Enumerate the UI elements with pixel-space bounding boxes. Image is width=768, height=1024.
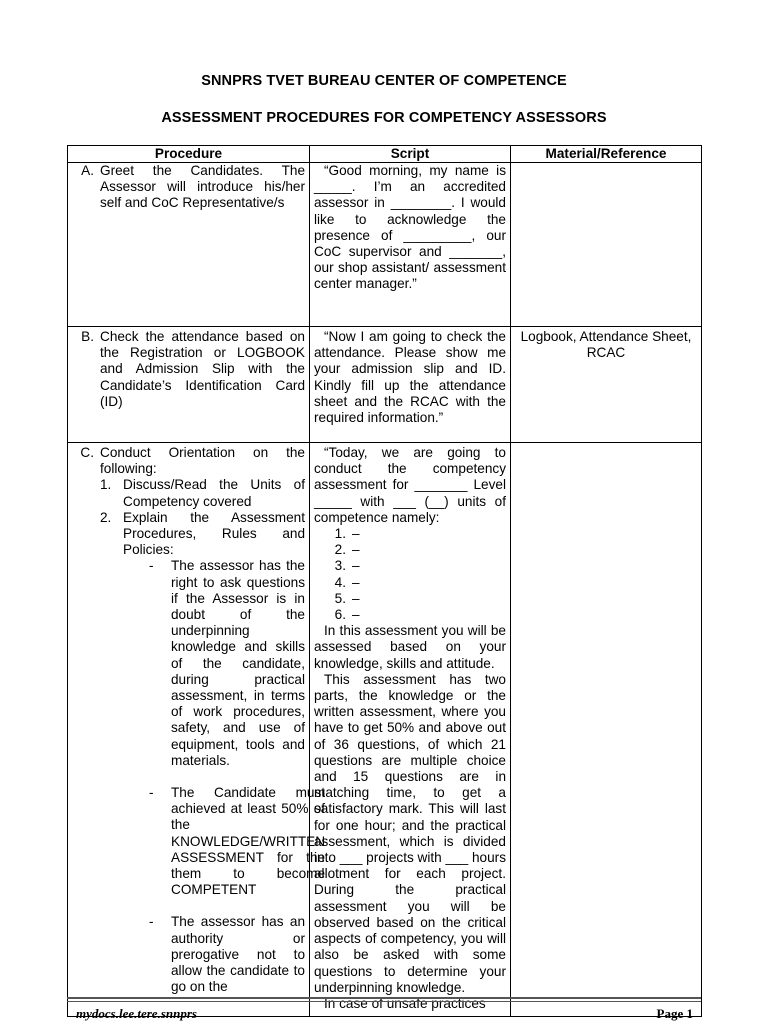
row-label-b: B. <box>81 329 94 344</box>
footer-source: mydocs.lee.tere.snnprs <box>76 1006 197 1021</box>
script-list-number: 5. <box>334 590 346 606</box>
sub-item-label-2: 2. <box>100 509 112 525</box>
procedure-text-a: Greet the Candidates. The Assessor will introduce his/her self and CoC Representative/s <box>100 163 305 211</box>
material-cell-a <box>511 163 702 327</box>
script-list-number: 3. <box>334 558 346 574</box>
column-header-procedure: Procedure <box>68 146 310 163</box>
material-cell-c <box>511 443 702 1017</box>
script-paragraph-3: This assessment has two parts, the knowledge or the written assessment, where you have to get 50% and above out of 36 questions, of which 21 questions are multiple choice and 15 questions are in matching time, to get a satisfactory mark. This will last for one hour; and the practical assessment, which is divided into ___ projects with ___ hours allotment for each project. During the practical assessment you will be observed based on the critical aspects of competency, you will also be asked with some questions to determine your underpinning knowledge. <box>314 671 506 995</box>
dash-bullet: - <box>149 785 154 801</box>
procedure-cell-a <box>68 163 310 327</box>
script-paragraph-4: In case of unsafe practices <box>324 995 486 1011</box>
dash-item-text-3: The assessor has an authority or prerogative not to allow the candidate to go on the <box>171 914 305 995</box>
script-list-number: 4. <box>334 574 346 590</box>
script-cell-b <box>310 327 511 443</box>
row-label-a: A. <box>81 163 94 178</box>
dash-bullet: - <box>149 558 154 574</box>
column-header-script: Script <box>310 146 511 163</box>
material-text-b: Logbook, Attendance Sheet, RCAC <box>520 329 692 361</box>
script-paragraph-2: In this assessment you will be assessed based on your knowledge, skills and attitude. <box>314 623 506 671</box>
script-list-item: – <box>352 542 360 558</box>
script-intro-c: “Today, we are going to conduct the competency assessment for _______ Level _____ with ___ (__) units of competence namely: <box>314 445 506 525</box>
dash-item-text-1: The assessor has the right to ask questions if the Assessor is in doubt of the underpinning knowledge and skills of the candidate, during practical assessment, in terms of work procedures, safety, and use of equipment, tools and materials. <box>171 558 305 768</box>
script-list-item: – <box>352 526 360 542</box>
script-text-a: “Good morning, my name is _____. I’m an accredited assessor in ________. I would like to acknowledge the presence of _________, our CoC supervisor and _______, our shop assistant/ assessment center manager.” <box>314 163 506 292</box>
procedure-cell-c <box>68 443 326 1017</box>
document-title: SNNPRS TVET BUREAU CENTER OF COMPETENCE <box>201 73 567 89</box>
dash-item-text-2: The Candidate must achieved at least 50% of the KNOWLEDGE/WRITTEN ASSESSMENT for the them to become COMPETENT <box>171 785 326 898</box>
procedures-table <box>67 145 702 1017</box>
procedure-text-c: Conduct Orientation on the following: <box>100 445 305 477</box>
script-list-item: – <box>352 574 360 590</box>
script-text-b: “Now I am going to check the attendance. Please show me your admission slip and ID. Kindly fill up the attendance sheet and the RCAC with the required information.” <box>314 329 506 426</box>
document-subtitle: ASSESSMENT PROCEDURES FOR COMPETENCY ASSESSORS <box>161 110 607 126</box>
script-cell-a <box>310 163 511 327</box>
procedure-cell-b <box>68 327 310 443</box>
procedure-text-b: Check the attendance based on the Registration or LOGBOOK and Admission Slip with the Candidate’s Identification Card (ID) <box>100 329 305 409</box>
dash-bullet: - <box>149 914 154 930</box>
row-label-c: C. <box>80 445 94 460</box>
sub-item-text-1: Discuss/Read the Units of Competency covered <box>123 477 305 509</box>
script-cell-c <box>310 443 511 1017</box>
script-list-item: – <box>352 558 360 574</box>
sub-item-text-2: Explain the Assessment Procedures, Rules and Policies: <box>123 509 305 558</box>
footer-rule <box>67 1001 701 1002</box>
footer-rule <box>67 997 701 999</box>
script-list-number: 1. <box>334 526 346 542</box>
sub-item-label-1: 1. <box>100 477 112 493</box>
table-header-row <box>68 146 702 163</box>
material-cell-b <box>511 327 702 443</box>
script-list-item: – <box>352 590 360 606</box>
page-number: Page 1 <box>656 1006 693 1021</box>
table-row-a <box>68 163 702 327</box>
script-list-number: 6. <box>334 607 346 623</box>
table-row-b <box>68 327 702 443</box>
column-header-material: Material/Reference <box>511 146 702 163</box>
script-list-item: – <box>352 607 360 623</box>
script-list-number: 2. <box>334 542 346 558</box>
table-row-c <box>68 443 702 1017</box>
